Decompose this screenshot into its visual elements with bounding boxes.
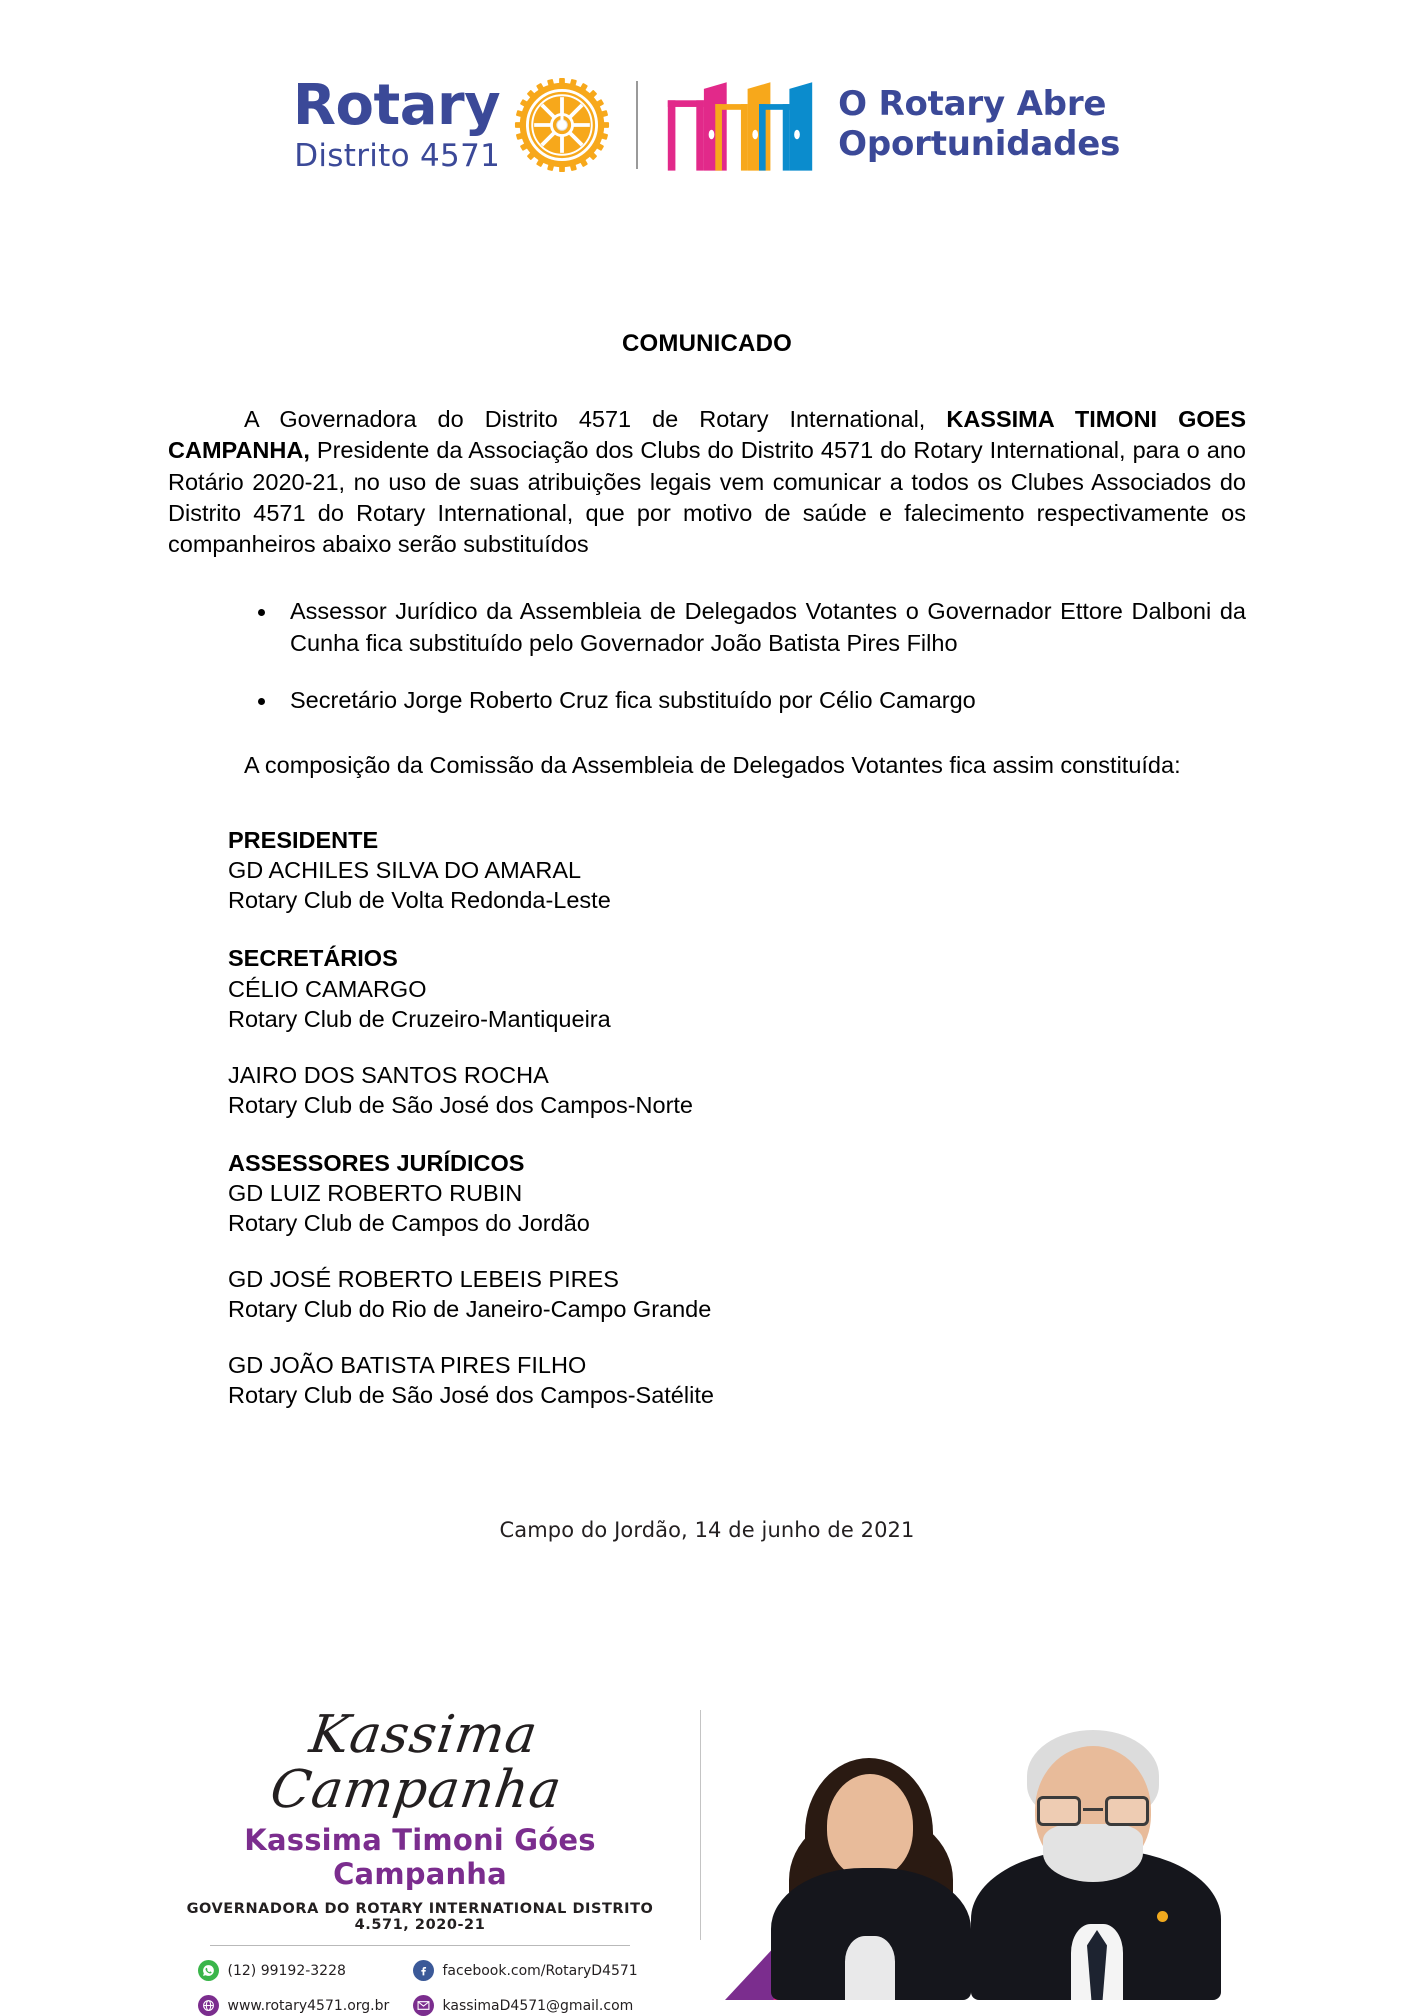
roster-member-club: Rotary Club de São José dos Campos-Norte xyxy=(228,1091,693,1118)
campaign-tagline xyxy=(838,85,1120,165)
email-icon xyxy=(413,1995,434,2016)
roster-entry xyxy=(228,855,1246,915)
roster-entry xyxy=(228,1264,1246,1324)
roster-heading: SECRETÁRIOS xyxy=(228,945,398,972)
intro-text-part-1: A Governadora do Distrito 4571 de Rotary International, xyxy=(244,406,947,432)
roster-group-assessores-juridicos xyxy=(228,1148,1246,1411)
whatsapp-icon xyxy=(198,1960,219,1981)
handwritten-signature: Kassima Campanha xyxy=(266,1705,566,1820)
tagline-line-1: O Rotary Abre xyxy=(838,83,1107,124)
commission-roster xyxy=(228,825,1246,1410)
header-divider xyxy=(636,81,638,169)
governor-couple-photo xyxy=(735,1700,1413,2000)
roster-member-name: GD JOSÉ ROBERTO LEBEIS PIRES xyxy=(228,1266,619,1293)
roster-member-club: Rotary Club de Volta Redonda-Leste xyxy=(228,887,611,914)
contact-website-text: www.rotary4571.org.br xyxy=(227,1997,390,2014)
roster-member-name: JAIRO DOS SANTOS ROCHA xyxy=(228,1061,549,1088)
document-title: COMUNICADO xyxy=(622,330,792,357)
rotary-logo-lockup xyxy=(292,72,610,174)
roster-group-presidente xyxy=(228,825,1246,915)
rotary-wordmark xyxy=(292,72,501,174)
governor-full-name: Kassima Timoni Góes Campanha xyxy=(244,1823,596,1892)
rotary-district-label: Distrito 4571 xyxy=(294,137,501,174)
bullet-text: Secretário Jorge Roberto Cruz fica substituído por Célio Camargo xyxy=(290,686,976,713)
roster-member-name: GD ACHILES SILVA DO AMARAL xyxy=(228,857,582,884)
roster-entry xyxy=(228,1060,1246,1120)
composition-paragraph: A composição da Comissão da Assembleia de Delegados Votantes fica assim constituída: xyxy=(244,752,1181,778)
man-beard xyxy=(1043,1824,1143,1882)
roster-entry xyxy=(228,974,1246,1034)
bullet-text: Assessor Jurídico da Assembleia de Delegados Votantes o Governador Ettore Dalboni da Cunha fica substituído pelo Governador João Batista Pires Filho xyxy=(290,598,1246,656)
place-and-date: Campo do Jordão, 14 de junho de 2021 xyxy=(499,1518,915,1543)
document-footer xyxy=(0,1700,1413,2014)
signature-divider xyxy=(210,1945,630,1946)
roster-member-club: Rotary Club de São José dos Campos-Satélite xyxy=(228,1382,714,1409)
woman-blouse xyxy=(845,1936,895,2000)
governor-name-bold: KASSIMA TIMONI GOES CAMPANHA, xyxy=(168,406,1246,464)
contact-phone-text: (12) 99192-3228 xyxy=(227,1962,346,1979)
roster-member-name: CÉLIO CAMARGO xyxy=(228,975,427,1002)
glasses-bridge xyxy=(1083,1808,1103,1811)
roster-member-club: Rotary Club de Campos do Jordão xyxy=(228,1210,590,1237)
list-item xyxy=(168,685,1246,716)
document-header xyxy=(0,62,1413,187)
signature-block xyxy=(160,1705,680,2016)
roster-entry xyxy=(228,1178,1246,1238)
roster-member-name: GD JOÃO BATISTA PIRES FILHO xyxy=(228,1352,587,1379)
facebook-icon xyxy=(413,1960,434,1981)
intro-paragraph xyxy=(168,404,1246,560)
contact-facebook-text: facebook.com/RotaryD4571 xyxy=(442,1962,638,1979)
contact-website[interactable] xyxy=(198,1995,413,2016)
roster-member-club: Rotary Club do Rio de Janeiro-Campo Grande xyxy=(228,1296,712,1323)
roster-heading: PRESIDENTE xyxy=(228,827,379,854)
contact-phone[interactable] xyxy=(198,1960,413,1981)
contact-email-text: kassimaD4571@gmail.com xyxy=(442,1997,634,2014)
substitutions-list xyxy=(168,596,1246,716)
roster-member-name: GD LUIZ ROBERTO RUBIN xyxy=(228,1179,523,1206)
roster-member-club: Rotary Club de Cruzeiro-Mantiqueira xyxy=(228,1005,611,1032)
avatar-woman xyxy=(765,1752,975,2000)
globe-icon xyxy=(198,1995,219,2016)
woman-face xyxy=(827,1774,913,1878)
rotary-lapel-pin-icon xyxy=(1157,1911,1168,1922)
intro-text-part-2: Presidente da Associação dos Clubs do Distrito 4571 do Rotary International, para o ano Rotário 2020-21, no uso de suas atribuições legais vem comunicar a todos os Clubes Associados do Distrito 4571 do Rotary International, que por motivo de saúde e falecimento respectivamente os companheiros abaixo serão substituídos xyxy=(168,437,1246,557)
eyeglasses-icon xyxy=(1037,1796,1149,1826)
lens-right xyxy=(1105,1796,1149,1826)
lens-left xyxy=(1037,1796,1081,1826)
list-item xyxy=(168,596,1246,659)
footer-divider xyxy=(700,1710,701,1940)
contact-list xyxy=(160,1960,680,2016)
document-body xyxy=(168,330,1246,1542)
governor-role-title: GOVERNADORA DO ROTARY INTERNATIONAL DISTRITO 4.571, 2020-21 xyxy=(186,1901,654,1934)
rotary-brand-word: Rotary xyxy=(292,72,501,138)
roster-group-secretarios xyxy=(228,943,1246,1119)
roster-heading: ASSESSORES JURÍDICOS xyxy=(228,1149,525,1176)
rotary-wheel-icon xyxy=(514,77,610,173)
contact-facebook[interactable] xyxy=(413,1960,643,1981)
roster-entry xyxy=(228,1350,1246,1410)
open-doors-icon xyxy=(664,79,816,171)
tagline-line-2: Oportunidades xyxy=(838,123,1121,164)
avatar-man xyxy=(971,1728,1221,2000)
contact-email[interactable] xyxy=(413,1995,643,2016)
